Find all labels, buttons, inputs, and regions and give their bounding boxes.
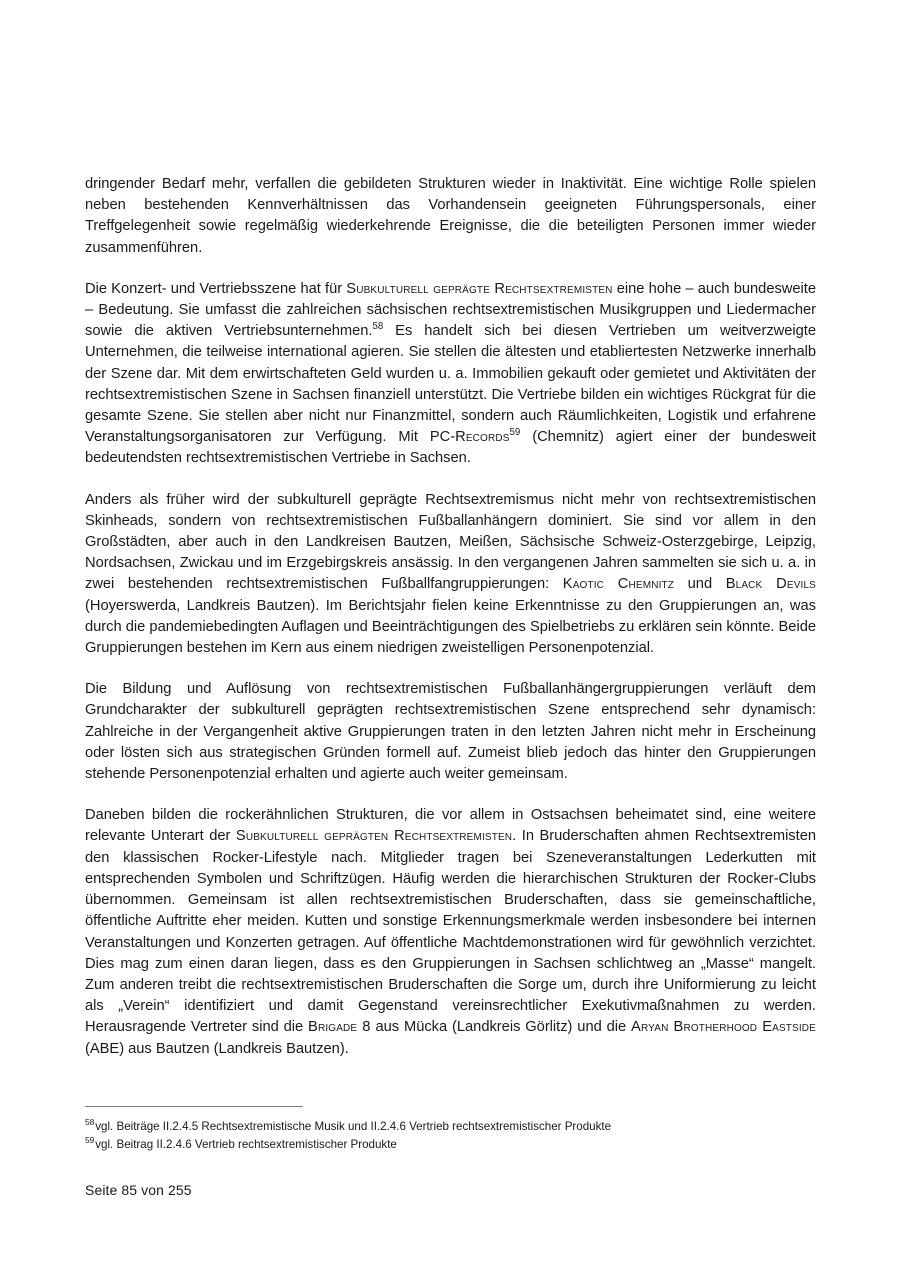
footnote-text: vgl. Beiträge II.2.4.5 Rechtsextremistische Musik und II.2.4.6 Vertrieb rechtsextremistischer Produkte xyxy=(95,1120,612,1133)
term-subkulturell-gepraegte-rechtsextremisten: Subkulturell geprägte Rechtsextremisten xyxy=(346,280,613,297)
footnote-item xyxy=(85,1136,816,1154)
paragraph-5 xyxy=(85,805,816,1059)
footnote-ref-58[interactable]: 58 xyxy=(372,321,384,333)
paragraph-2-segment-3: Es handelt sich bei diesen Vertrieben um weitverzweigte Unternehmen, die teilweise international agieren. Sie stellen die ältesten und etabliertesten Netzwerke innerhalb der Szene dar. Mit dem erwirtschafteten Geld wurden u. a. Immobilien gekauft oder gemietet und Aktivitäten der rechtsextremistischen Szene in Sachsen finanziell unterstützt. Die Vertriebe bilden ein wichtiges Rückgrat für die gesamte Szene. Sie stellen aber nicht nur Finanzmittel, sondern auch Räumlichkeiten, Logistik und erfahrene Veranstaltungsorganisatoren zur Verfügung. Mit PC- xyxy=(85,323,816,446)
paragraph-5-segment-4: (ABE) aus Bautzen (Landkreis Bautzen). xyxy=(85,1040,349,1057)
paragraph-5-segment-1: Daneben bilden die rockerähnlichen Strukturen, die vor allem in Ostsachsen beheimatet sind, eine weitere relevante Unterart der xyxy=(85,807,816,845)
paragraph-3 xyxy=(85,490,816,660)
term-black-devils: Black Devils xyxy=(725,576,816,593)
term-brigade-8: Brigade 8 xyxy=(308,1019,371,1036)
paragraph-2-segment-1: Die Konzert- und Vertriebsszene hat für xyxy=(85,280,347,297)
paragraph-5-segment-2: . In Bruderschaften ahmen Rechtsextremisten den klassischen Rocker-Lifestyle nach. Mitglieder tragen bei Szeneveranstaltungen Lederkutten mit entsprechenden Symbolen und Schriftzügen. Häufig werden die hierarchischen Strukturen der Rocker-Clubs übernommen. Gemeinsam ist allen rechtsextremistischen Bruderschaften, dass sie gemeinschaftliche, öffentliche Auftritte eher meiden. Kutten und sonstige Erkennungsmerkmale werden insbesondere bei internen Veranstaltungen und Konzerten getragen. Auf öffentliche Machtdemonstrationen wird für gewöhnlich verzichtet. Dies mag zum einen daran liegen, dass es den Gruppierungen in Sachsen schlichtweg an „Masse“ mangelt. Zum anderen treibt die rechtsextremistischen Bruderschaften die Sorge um, durch ihre Uniformierung zu leicht als „Verein“ identifiziert und damit Gegenstand vereinsrechtlicher Exekutivmaßnahmen zu werden. Herausragende Vertreter sind die xyxy=(85,828,816,1036)
footnote-item xyxy=(85,1118,816,1136)
paragraph-4: Die Bildung und Auflösung von rechtsextremistischen Fußballanhängergruppierungen verläuft dem Grundcharakter der subkulturell geprägten rechtsextremistischen Szene entsprechend sehr dynamisch: Zahlreiche in der Vergangenheit aktive Gruppierungen traten in den letzten Jahren nicht mehr in Erscheinung oder lösten sich aus strategischen Gründen formell auf. Zumeist blieb jedoch das hinter den Gruppierungen stehende Personenpotenzial erhalten und agierte auch weiter gemeinsam. xyxy=(85,681,816,783)
paragraph-3-segment-3: (Hoyerswerda, Landkreis Bautzen). Im Berichtsjahr fielen keine Erkenntnisse zu den Gruppierungen an, was durch die pandemiebedingten Auflagen und Beeinträchtigungen des Spielbetriebs zu erklären sein könnte. Beide Gruppierungen bestehen im Kern aus einem niedrigen zweistelligen Personenpotenzial. xyxy=(85,597,816,657)
term-aryan-brotherhood-eastside: Aryan Brotherhood Eastside xyxy=(631,1019,816,1036)
footnote-number: 59 xyxy=(85,1135,95,1146)
paragraph-3-segment-2: und xyxy=(674,576,726,593)
footnote-ref-59[interactable]: 59 xyxy=(509,427,521,439)
footnote-number: 58 xyxy=(85,1117,95,1128)
paragraph-2 xyxy=(85,279,816,470)
footnote-text: vgl. Beitrag II.2.4.6 Vertrieb rechtsextremistischer Produkte xyxy=(95,1138,397,1151)
term-subkulturell-gepraegten-rechtsextremisten: Subkulturell geprägten Rechtsextremisten xyxy=(235,828,513,845)
footnote-separator-rule xyxy=(85,1106,303,1107)
page-number-footer: Seite 85 von 255 xyxy=(85,1182,192,1198)
paragraph-2-segment-2: eine hohe – auch bundesweite – Bedeutung. Sie umfasst die zahlreichen sächsischen rechtsextremistischen Musikgruppen und Liedermacher sowie die aktiven Vertriebsunternehmen. xyxy=(85,280,816,340)
paragraph-1: dringender Bedarf mehr, verfallen die gebildeten Strukturen wieder in Inaktivität. Eine wichtige Rolle spielen neben bestehenden Kennverhältnissen das Vorhandensein geeigneten Führungspersonals, einer Treffgelegenheit sowie regelmäßig wiederkehrende Ereignisse, die die beteiligten Personen immer wieder zusammenführen. xyxy=(85,176,816,256)
body-text-block xyxy=(85,174,816,1060)
paragraph-2-segment-4: (Chemnitz) agiert einer der bundesweit bedeutendsten rechtsextremistischen Vertriebe in Sachsen. xyxy=(85,429,816,467)
term-kaotic-chemnitz: Kaotic Chemnitz xyxy=(562,576,675,593)
paragraph-3-segment-1: Anders als früher wird der subkulturell geprägte Rechtsextremismus nicht mehr von rechtsextremistischen Skinheads, sondern von rechtsextremistischen Fußballanhängern dominiert. Sie sind vor allem in den Großstädten, aber auch in den Landkreisen Bautzen, Meißen, Sächsische Schweiz-Osterzgebirge, Leipzig, Nordsachsen, Zwickau und im Erzgebirgskreis ansässig. In den vergangenen Jahren sammelten sie sich u. a. in zwei bestehenden rechtsextremistischen Fußballfangruppierungen: xyxy=(85,491,816,593)
term-pc-records: Records xyxy=(455,429,510,446)
footnote-section xyxy=(85,1106,816,1154)
paragraph-5-segment-3: aus Mücka (Landkreis Görlitz) und die xyxy=(370,1019,632,1036)
